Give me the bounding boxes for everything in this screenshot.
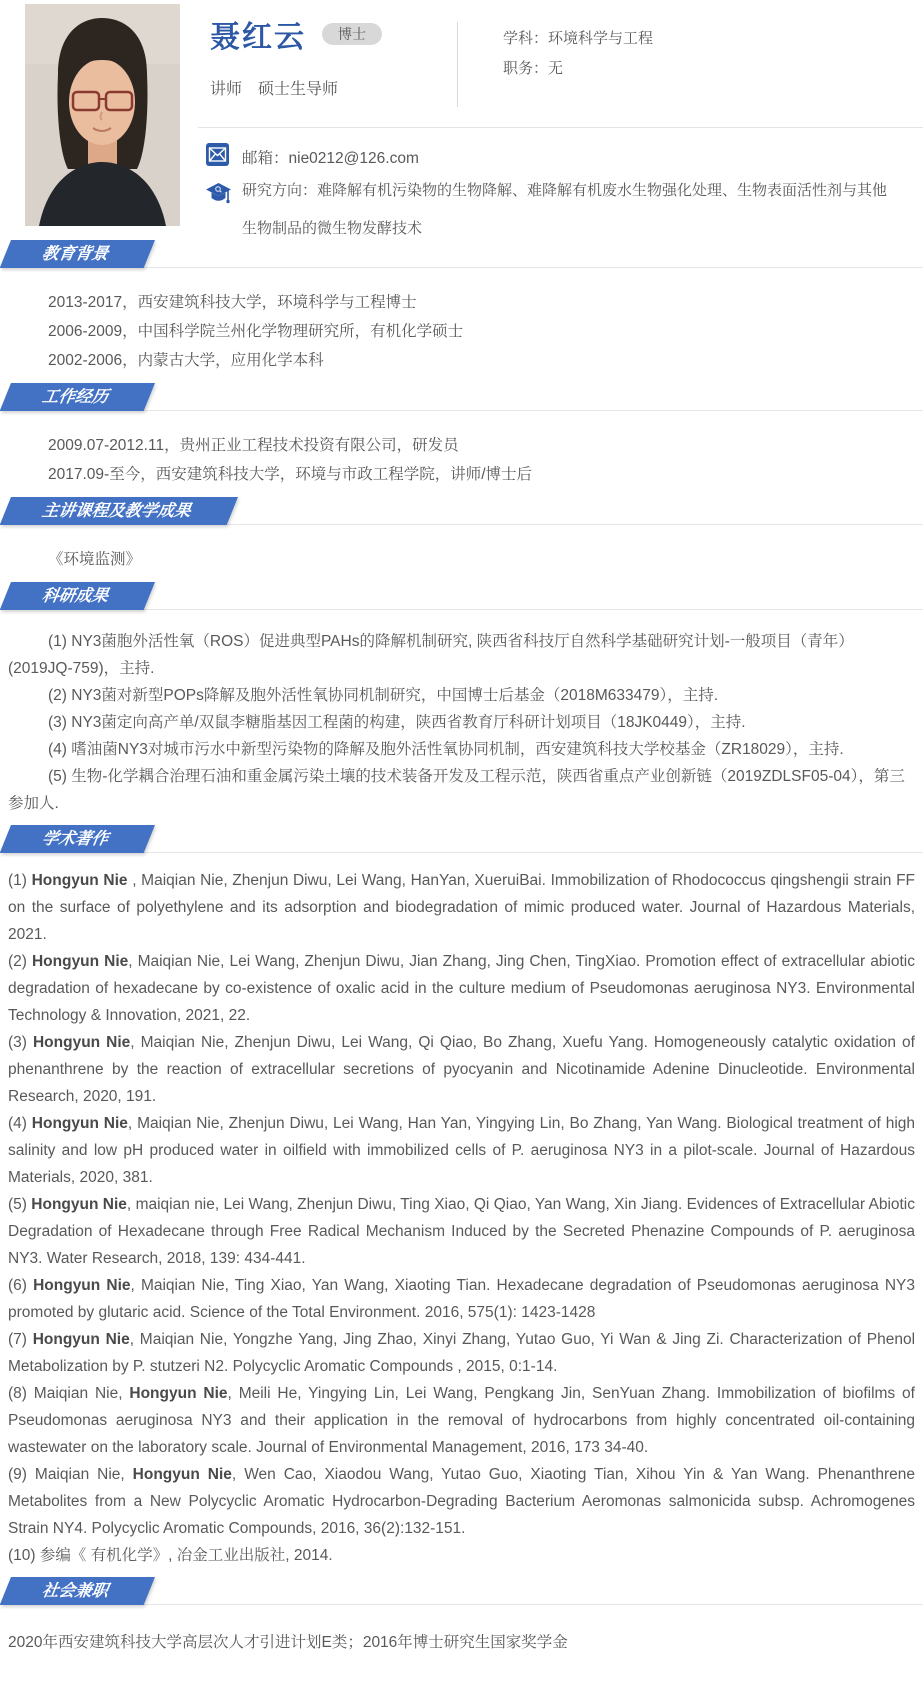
list-item: 2009.07-2012.11，贵州正业工程技术投资有限公司，研发员: [48, 437, 459, 454]
publication-item: (8) Maiqian Nie, Hongyun Nie, Meili He, Yingying Lin, Lei Wang, Pengkang Jin, SenYuan Zhang. Immobilization of biofilms of Pseudomonas aeruginosa NY3 and their application in the removal of hydrocarbons from highly concentrated oil-containing wastewater on the laboratory scale. Journal of Environmental Management, 2016, 173 34-40.: [8, 1385, 915, 1456]
section-header-research: [0, 582, 923, 610]
section-banner: 教育背景: [0, 240, 155, 268]
profile-header: [0, 0, 923, 237]
profile-meta: [503, 24, 653, 84]
list-item: 2002-2006，内蒙古大学，应用化学本科: [48, 352, 324, 369]
section-banner: 科研成果: [0, 582, 155, 610]
section-header-courses: [0, 497, 923, 525]
course-list: [48, 545, 923, 574]
portrait-image: [25, 4, 180, 226]
publication-item: (7) Hongyun Nie, Maiqian Nie, Yongzhe Yang, Jing Zhao, Xinyi Zhang, Yutao Guo, Yi Wan & Jing Zi. Characterization of Phenol Metabolization by P. stutzeri N2. Polycyclic Aromatic Compounds , 2015, 0:1-14.: [8, 1331, 916, 1375]
publication-item: (6) Hongyun Nie, Maiqian Nie, Ting Xiao, Yan Wang, Xiaoting Tian. Hexadecane degradation of Pseudomonas aeruginosa NY3 promoted by glutaric acid. Science of the Total Environment. 2016, 575(1): 1423-1428: [8, 1277, 915, 1321]
list-item: (4) 嗜油菌NY3对城市污水中新型污染物的降解及胞外活性氧协同机制，西安建筑科技大学校基金（ZR18029），主持.: [48, 741, 844, 758]
publication-item: (9) Maiqian Nie, Hongyun Nie, Wen Cao, Xiaodou Wang, Yutao Guo, Xiaoting Tian, Xihou Yin & Yan Wang. Phenanthrene Metabolites from a New Polycyclic Aromatic Hydrocarbon-Degrading Bacterium Aeromonas salmonicida subsp. Achromogenes Strain NY4. Polycyclic Aromatic Compounds, 2016, 36(2):132-151.: [8, 1466, 915, 1537]
section-header-work: [0, 383, 923, 411]
list-item: (2) NY3菌对新型POPs降解及胞外活性氧协同机制研究，中国博士后基金（2018M633479），主持.: [48, 687, 719, 704]
research-direction-text: 研究方向：难降解有机污染物的生物降解、难降解有机废水生物强化处理、生物表面活性剂与其他生物制品的微生物发酵技术: [242, 182, 888, 237]
publication-list: [8, 867, 915, 1569]
degree-badge: 博士: [322, 23, 382, 45]
list-item: 2017.09-至今，西安建筑科技大学，环境与市政工程学院，讲师/博士后: [48, 466, 532, 483]
list-item: 2020年西安建筑科技大学高层次人才引进计划E类；2016年博士研究生国家奖学金: [8, 1634, 568, 1651]
section-banner: 学术著作: [0, 825, 155, 853]
email-value: 邮箱：nie0212@126.com: [242, 150, 419, 167]
section-banner: 主讲课程及教学成果: [0, 497, 237, 525]
section-header-social: [0, 1577, 923, 1605]
list-item: (1) NY3菌胞外活性氧（ROS）促进典型PAHs的降解机制研究, 陕西省科技厅自然科学基础研究计划-一般项目（青年）(2019JQ-759)，主持.: [8, 633, 854, 677]
list-item: 《环境监测》: [48, 551, 142, 568]
research-list: [8, 628, 915, 817]
section-header-publications: [0, 825, 923, 853]
publication-item: (4) Hongyun Nie, Maiqian Nie, Zhenjun Diwu, Lei Wang, Han Yan, Yingying Lin, Bo Zhang, Yan Wang. Biological treatment of high salinity and low pH produced water in oilfield with immobilized cells of P. aeruginosa NY3 in a pilot-scale. Journal of Hazardous Materials, 2020, 381.: [8, 1115, 916, 1186]
section-banner: 工作经历: [0, 383, 155, 411]
list-item: 2006-2009，中国科学院兰州化学物理研究所，有机化学硕士: [48, 323, 464, 340]
vertical-divider: [457, 22, 458, 107]
publication-item: (1) Hongyun Nie , Maiqian Nie, Zhenjun Diwu, Lei Wang, HanYan, XueruiBai. Immobilization of Rhodococcus qingshengii strain FF on the surface of polyethylene and its adsorption and biodegradation of mimic produced water. Journal of Hazardous Materials, 2021.: [8, 872, 916, 943]
publication-item: (5) Hongyun Nie, maiqian nie, Lei Wang, Zhenjun Diwu, Ting Xiao, Qi Qiao, Yan Wang, Xin Jiang. Evidences of Extracellular Abiotic Degradation of Hexadecane through Free Radical Mechanism Induced by the Secreted Phenazine Compounds of P. aeruginosa NY3. Water Research, 2018, 139: 434-441.: [8, 1196, 916, 1267]
graduation-cap-icon: [205, 181, 232, 248]
header-divider: [198, 127, 923, 128]
list-item: 2013-2017，西安建筑科技大学，环境科学与工程博士: [48, 294, 417, 311]
publication-item: (3) Hongyun Nie, Maiqian Nie, Zhenjun Diwu, Lei Wang, Qi Qiao, Bo Zhang, Xuefu Yang. Homogeneously catalytic oxidation of phenanthrene by the reaction of extracellular secretions of pyocyanin and Nicotinamide Adenine Dinucleotide. Environmental Research, 2020, 191.: [8, 1034, 915, 1105]
education-list: [48, 288, 923, 375]
email-row: [206, 143, 419, 171]
section-header-education: [0, 240, 923, 268]
discipline-line: 学科：环境科学与工程: [503, 30, 654, 47]
research-direction-row: [205, 181, 887, 248]
profile-photo: [25, 4, 180, 226]
publication-item: (2) Hongyun Nie, Maiqian Nie, Lei Wang, Zhenjun Diwu, Jian Zhang, Jing Chen, TingXiao. Promotion effect of extracellular abiotic degradation of hexadecane by co-existence of oxalic acid in the culture medium of Pseudomonas aeruginosa NY3. Environmental Technology & Innovation, 2021, 22.: [8, 953, 915, 1024]
position-line: 职务：无: [503, 60, 564, 77]
section-banner: 社会兼职: [0, 1577, 155, 1605]
profile-name: 聂红云: [210, 21, 306, 54]
social-list: [8, 1629, 923, 1656]
list-item: (3) NY3菌定向高产单/双鼠李糖脂基因工程菌的构建，陕西省教育厅科研计划项目（18JK0449），主持.: [48, 714, 746, 731]
job-titles: 讲师 硕士生导师: [210, 81, 339, 98]
envelope-icon: [206, 143, 229, 171]
list-item: (5) 生物-化学耦合治理石油和重金属污染土壤的技术装备开发及工程示范，陕西省重点产业创新链（2019ZDLSF05-04），第三参加人.: [8, 768, 905, 812]
publication-item: (10) 参编《 有机化学》, 冶金工业出版社, 2014.: [8, 1547, 333, 1564]
work-list: [48, 431, 923, 489]
